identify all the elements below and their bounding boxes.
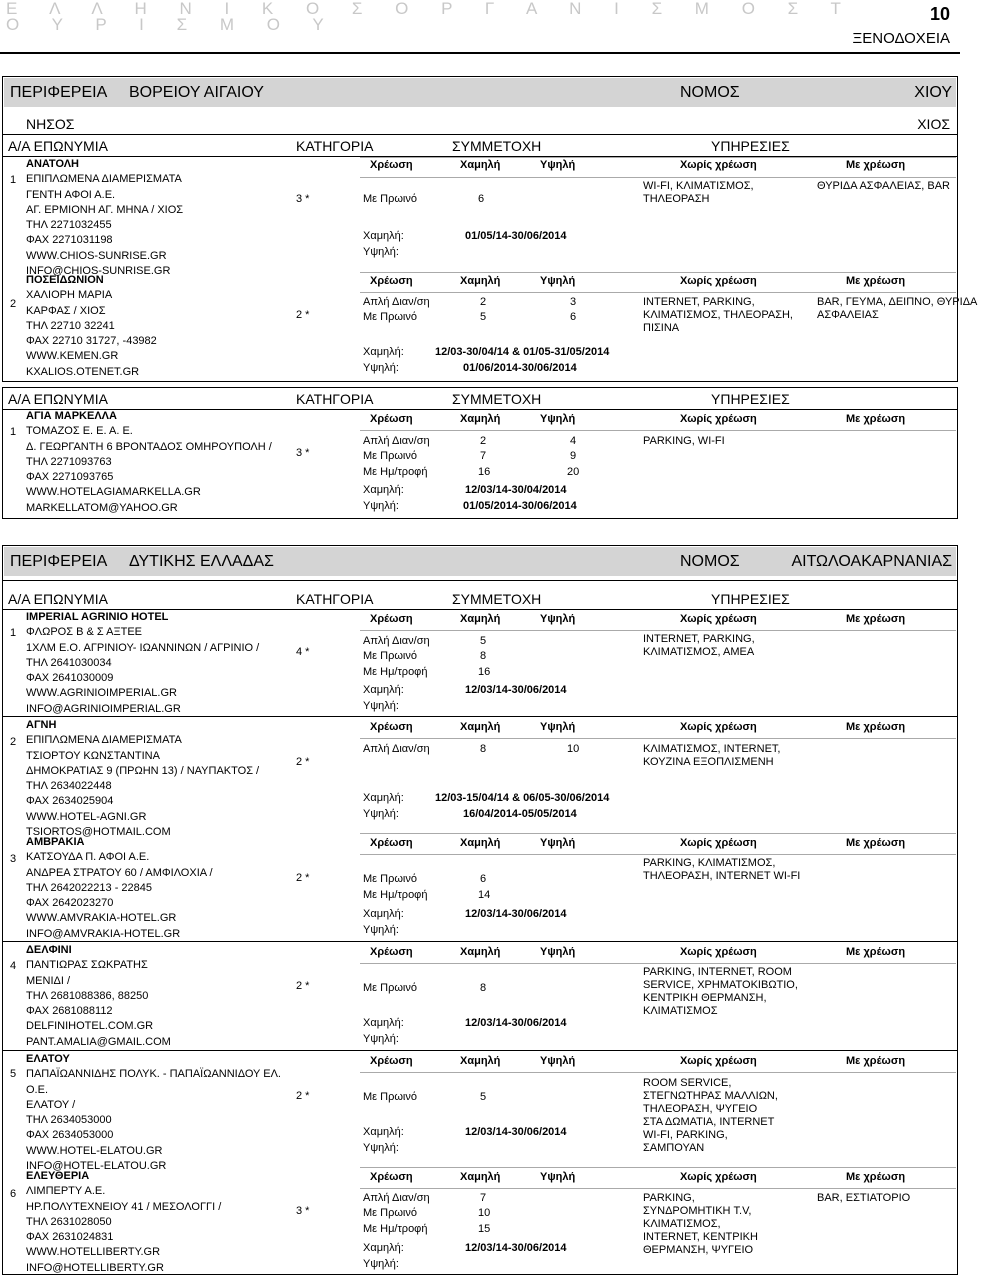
services-paid: BAR, ΓΕΥΜΑ, ΔΕΙΠΝΟ, ΘΥΡΙΔΑ ΑΣΦΑΛΕΙΑΣ (817, 296, 977, 321)
services-free: ΚΛΙΜΑΤΙΣΜΟΣ, INTERNET, ΚΟΥΖΙΝΑ ΕΞΟΠΛΙΣΜΕΝΗ (643, 743, 781, 768)
col-ypiresies: ΥΠΗΡΕΣΙΕΣ (711, 391, 790, 407)
rate-row-label: Με Πρωινό (363, 873, 417, 885)
hotel-owner: ΛΙΜΠΕΡΤΥ Α.Ε. (26, 1185, 106, 1198)
hotel-email[interactable]: INFO@HOTEL-ELATOU.GR (26, 1160, 167, 1173)
rate-row-label: Με Πρωινό (363, 450, 417, 462)
hotel-fax: ΦΑΧ 22710 31727, -43982 (26, 335, 157, 348)
rate-header-charge: Χρέωση (370, 1171, 413, 1183)
rate-low-value: 2 (480, 296, 487, 308)
hotel-owner: ΧΑΛΙΟΡΗ ΜΑΡΙΑ (26, 289, 113, 302)
rate-header-high: Υψηλή (540, 413, 576, 425)
hotel-category: 3 * (296, 193, 310, 205)
hotel-phone: ΤΗΛ 2271093763 (26, 455, 112, 468)
hotel-address: ΑΓ. ΕΡΜΙΟΝΗ ΑΓ. ΜΗΝΑ / ΧΙΟΣ (26, 203, 184, 216)
hotel-email[interactable]: INFO@CHIOS-SUNRISE.GR (26, 265, 171, 278)
period-low-label: Χαμηλή: (363, 1017, 404, 1029)
period-block (363, 344, 609, 376)
rate-header-high: Υψηλή (540, 1171, 576, 1183)
rate-row-label: Με Ημ/τροφή (363, 889, 428, 901)
col-katigoria: ΚΑΤΗΓΟΡΙΑ (296, 391, 374, 407)
services-header-free: Χωρίς χρέωση (680, 275, 757, 287)
period-low-value: 12/03-15/04/14 & 06/05-30/06/2014 (435, 792, 610, 804)
period-low-value: 12/03/14-30/04/2014 (465, 484, 567, 496)
period-high-label: Υψηλή: (363, 1033, 399, 1045)
rate-header-bottom (360, 630, 956, 631)
rate-row-label: Απλή Διαν/ση (363, 435, 430, 447)
rate-header-top (360, 1167, 956, 1168)
hotel-card (26, 835, 213, 942)
period-low-value: 12/03/14-30/06/2014 (465, 1017, 567, 1029)
row-divider (3, 716, 957, 717)
rate-low-value: 16 (478, 466, 491, 478)
rate-high-value: 3 (570, 296, 577, 308)
hotel-number: 5 (10, 1068, 17, 1080)
rate-header-low: Χαμηλή (460, 413, 501, 425)
hotel-fax: ΦΑΧ 2681088112 (26, 1005, 113, 1018)
period-block (363, 482, 577, 514)
rate-low-value: 15 (478, 1223, 491, 1235)
hotel-category: 3 * (296, 1205, 310, 1217)
hotel-website[interactable]: WWW.HOTELLIBERTY.GR (26, 1246, 161, 1259)
hotel-email[interactable]: INFO@AMVRAKIA-HOTEL.GR (26, 927, 181, 940)
hotel-website[interactable]: WWW.AGRINIOIMPERIAL.GR (26, 687, 177, 700)
hotel-owner: ΤΟΜΑΖΟΣ Ε. Ε. Α. Ε. (26, 425, 133, 438)
period-high-label: Υψηλή: (363, 246, 399, 258)
period-high-label: Υψηλή: (363, 1258, 399, 1270)
rate-header-high: Υψηλή (540, 275, 576, 287)
rate-header-charge: Χρέωση (370, 837, 413, 849)
hotel-number: 3 (10, 853, 17, 865)
rate-row-label: Με Πρωινό (363, 1207, 417, 1219)
row-divider (3, 580, 957, 581)
services-free: PARKING, ΚΛΙΜΑΤΙΣΜΟΣ, ΤΗΛΕΟΡΑΣΗ, INTERNET WI-FI (643, 857, 801, 882)
hotel-card (26, 1169, 221, 1276)
rate-row-label: Με Πρωινό (363, 1091, 417, 1103)
period-low-value: 12/03/14-30/06/2014 (465, 684, 567, 696)
hotel-website[interactable]: WWW.KEMEN.GR (26, 350, 119, 363)
services-free: INTERNET, PARKING, ΚΛΙΜΑΤΙΣΜΟΣ, ΑΜΕΑ (643, 633, 755, 658)
region-bar (4, 547, 956, 576)
period-block (363, 1124, 567, 1156)
hotel-address: Δ. ΓΕΩΡΓΑΝΤΗ 6 ΒΡΟΝΤΑΔΟΣ ΟΜΗΡΟΥΠΟΛΗ / (26, 440, 272, 453)
services-free: WI-FI, ΚΛΙΜΑΤΙΣΜΟΣ, ΤΗΛΕΟΡΑΣΗ (643, 180, 754, 205)
hotel-owner: ΦΛΩΡΟΣ Β & Σ ΑΞΤΕΕ (26, 626, 143, 639)
period-high-label: Υψηλή: (363, 808, 399, 820)
period-low-label: Χαμηλή: (363, 908, 404, 920)
hotel-name: ΕΛΕΥΘΕΡΙΑ (26, 1170, 90, 1182)
period-high-value: 16/04/2014-05/05/2014 (463, 808, 577, 820)
hotel-address: ΑΝΔΡΕΑ ΣΤΡΑΤΟΥ 60 / ΑΜΦΙΛΟΧΙΑ / (26, 866, 213, 879)
hotel-fax: ΦΑΧ 2631024831 (26, 1231, 114, 1244)
hotel-phone: ΤΗΛ 22710 32241 (26, 319, 115, 332)
hotel-type: ΕΠΙΠΛΩΜΕΝΑ ΔΙΑΜΕΡΙΣΜΑΤΑ (26, 173, 182, 186)
hotel-address: ΗΡ.ΠΟΛΥΤΕΧΝΕΙΟΥ 41 / ΜΕΣΟΛΟΓΓΙ / (26, 1200, 222, 1213)
rate-header-low: Χαμηλή (460, 1055, 501, 1067)
hotel-owner: ΠΑΝΤΙΩΡΑΣ ΣΩΚΡΑΤΗΣ (26, 959, 148, 972)
hotel-number: 1 (10, 627, 17, 639)
rate-header-bottom (360, 292, 956, 293)
rate-row-label: Απλή Διαν/ση (363, 1192, 430, 1204)
organization-name-line2: Ο Υ Ρ Ι Σ Μ Ο Υ (6, 15, 338, 34)
hotel-name: ΑΜΒΡΑΚΙΑ (26, 836, 85, 848)
rate-header-charge: Χρέωση (370, 946, 413, 958)
hotel-category: 2 * (296, 756, 310, 768)
rate-low-value: 7 (480, 450, 487, 462)
hotel-owner: ΓΕΝΤΗ ΑΦΟΙ Α.Ε. (26, 188, 116, 201)
rate-low-value: 8 (480, 743, 487, 755)
hotel-phone: ΤΗΛ 2631028050 (26, 1215, 112, 1228)
rate-high-value: 20 (567, 466, 580, 478)
hotel-name: ΔΕΛΦΙΝΙ (26, 944, 72, 956)
hotel-category: 2 * (296, 1090, 310, 1102)
rate-header-high: Υψηλή (540, 1055, 576, 1067)
rate-low-value: 6 (478, 193, 485, 205)
nisos-name: ΧΙΟΣ (917, 116, 950, 132)
rate-high-value: 4 (570, 435, 577, 447)
hotel-fax: ΦΑΧ 2641030009 (26, 672, 114, 685)
period-high-value: 01/06/2014-30/06/2014 (463, 362, 577, 374)
rate-header-top (360, 157, 956, 158)
hotel-card (26, 610, 259, 717)
rate-row-label: Απλή Διαν/ση (363, 296, 430, 308)
period-high-label: Υψηλή: (363, 700, 399, 712)
period-block (363, 1240, 567, 1272)
rate-row-label: Με Πρωινό (363, 311, 417, 323)
rate-row-label: Με Πρωινό (363, 193, 417, 205)
period-block (363, 682, 567, 714)
rate-header-charge: Χρέωση (370, 159, 413, 171)
hotel-category: 3 * (296, 447, 310, 459)
col-ypiresies: ΥΠΗΡΕΣΙΕΣ (711, 138, 790, 154)
hotel-category: 2 * (296, 309, 310, 321)
rate-low-value: 5 (480, 1091, 487, 1103)
rate-header-charge: Χρέωση (370, 613, 413, 625)
period-block (363, 906, 567, 938)
hotel-website[interactable]: WWW.AMVRAKIA-HOTEL.GR (26, 912, 177, 925)
rate-row-label: Με Πρωινό (363, 650, 417, 662)
period-low-label: Χαμηλή: (363, 346, 404, 358)
period-block (363, 790, 609, 822)
services-header-paid: Με χρέωση (846, 1171, 906, 1183)
nomos-label: ΝΟΜΟΣ (680, 84, 740, 101)
col-eponymia: Α/Α ΕΠΩΝΥΜΙΑ (8, 391, 108, 407)
hotel-address: 1ΧΛΜ Ε.Ο. ΑΓΡΙΝΙΟΥ- ΙΩΑΝΝΙΝΩΝ / ΑΓΡΙΝΙΟ / (26, 641, 260, 654)
hotel-website[interactable]: WWW.HOTEL-AGNI.GR (26, 810, 147, 823)
hotel-phone: ΤΗΛ 2271032455 (26, 219, 112, 232)
rate-high-value: 9 (570, 450, 577, 462)
hotel-email[interactable]: PANT.AMALIA@GMAIL.COM (26, 1035, 171, 1048)
hotel-name: ΕΛΑΤΟΥ (26, 1053, 70, 1065)
rate-header-low: Χαμηλή (460, 946, 501, 958)
hotel-website[interactable]: WWW.HOTELAGIAMARKELLA.GR (26, 486, 201, 499)
rate-header-high: Υψηλή (540, 721, 576, 733)
period-high-value: 01/05/2014-30/06/2014 (463, 500, 577, 512)
services-header-free: Χωρίς χρέωση (680, 613, 757, 625)
row-divider (3, 941, 957, 942)
col-eponymia: Α/Α ΕΠΩΝΥΜΙΑ (8, 138, 108, 154)
services-header-paid: Με χρέωση (846, 837, 906, 849)
services-header-paid: Με χρέωση (846, 413, 906, 425)
hotel-phone: ΤΗΛ 2642022213 - 22845 (26, 881, 153, 894)
rate-low-value: 7 (480, 1192, 487, 1204)
rate-row-label: Απλή Διαν/ση (363, 743, 430, 755)
hotel-number: 6 (10, 1188, 17, 1200)
rate-row-label: Με Ημ/τροφή (363, 666, 428, 678)
period-low-value: 01/05/14-30/06/2014 (465, 230, 567, 242)
services-header-free: Χωρίς χρέωση (680, 721, 757, 733)
hotel-phone: ΤΗΛ 2641030034 (26, 656, 112, 669)
hotel-number: 2 (10, 298, 17, 310)
hotel-category: 4 * (296, 646, 310, 658)
region-bar (4, 78, 956, 107)
hotel-card (26, 157, 183, 279)
row-divider (3, 1050, 957, 1051)
hotel-card (26, 718, 259, 840)
period-high-label: Υψηλή: (363, 924, 399, 936)
nomos-name: ΧΙΟΥ (914, 84, 952, 101)
hotel-owner-type: Ο.Ε. (26, 1083, 49, 1096)
nomos-name: ΑΙΤΩΛΟΑΚΑΡΝΑΝΙΑΣ (791, 553, 952, 570)
rate-header-low: Χαμηλή (460, 159, 501, 171)
hotel-email[interactable]: INFO@AGRINIOIMPERIAL.GR (26, 702, 181, 715)
rate-row-label: Με Ημ/τροφή (363, 1223, 428, 1235)
rate-header-high: Υψηλή (540, 613, 576, 625)
hotel-name: ΑΓΝΗ (26, 719, 57, 731)
rate-high-value: 6 (570, 311, 577, 323)
hotel-name: ΑΓΙΑ ΜΑΡΚΕΛΛΑ (26, 410, 117, 422)
hotel-email[interactable]: INFO@HOTELLIBERTY.GR (26, 1261, 164, 1274)
period-low-value: 12/03/14-30/06/2014 (465, 1242, 567, 1254)
page-number: 10 (929, 4, 950, 24)
rate-header-charge: Χρέωση (370, 721, 413, 733)
rate-low-value: 5 (480, 311, 487, 323)
rate-header-bottom (360, 738, 956, 739)
hotel-card (26, 1052, 281, 1174)
region-label: ΠΕΡΙΦΕΡΕΙΑ (10, 553, 108, 570)
col-katigoria: ΚΑΤΗΓΟΡΙΑ (296, 138, 374, 154)
services-header-free: Χωρίς χρέωση (680, 413, 757, 425)
services-header-paid: Με χρέωση (846, 721, 906, 733)
col-symmetoxi: ΣΥΜΜΕΤΟΧΗ (452, 391, 542, 407)
col-katigoria: ΚΑΤΗΓΟΡΙΑ (296, 591, 374, 607)
hotel-website[interactable]: WWW.CHIOS-SUNRISE.GR (26, 249, 167, 262)
hotel-owner: ΚΑΤΣΟΥΔΑ Π. ΑΦΟΙ Α.Ε. (26, 851, 150, 864)
services-header-paid: Με χρέωση (846, 275, 906, 287)
rate-row-label: Με Ημ/τροφή (363, 466, 428, 478)
period-low-value: 12/03/14-30/06/2014 (465, 1126, 567, 1138)
rate-header-bottom (360, 1072, 956, 1073)
hotel-fax: ΦΑΧ 2642023270 (26, 897, 114, 910)
services-header-free: Χωρίς χρέωση (680, 1171, 757, 1183)
rate-low-value: 6 (480, 873, 487, 885)
hotel-name: ΠΟΣΕΙΔΩΝΙΟΝ (26, 274, 104, 286)
rate-header-low: Χαμηλή (460, 1171, 501, 1183)
hotel-name: IMPERIAL AGRINIO HOTEL (26, 611, 169, 623)
period-low-label: Χαμηλή: (363, 230, 404, 242)
hotel-category: 2 * (296, 872, 310, 884)
hotel-email[interactable]: MARKELLATOM@YAHOO.GR (26, 501, 178, 514)
rate-header-high: Υψηλή (540, 837, 576, 849)
services-paid: ΘΥΡΙΔΑ ΑΣΦΑΛΕΙΑΣ, BAR (817, 180, 950, 192)
hotel-type: ΕΠΙΠΛΩΜΕΝΑ ΔΙΑΜΕΡΙΣΜΑΤΑ (26, 734, 182, 747)
rate-row-label: Με Πρωινό (363, 982, 417, 994)
services-header-free: Χωρίς χρέωση (680, 946, 757, 958)
rate-low-value: 10 (478, 1207, 491, 1219)
hotel-email[interactable]: KXALIOS.OTENET.GR (26, 365, 140, 378)
services-header-paid: Με χρέωση (846, 1055, 906, 1067)
period-low-value: 12/03-30/04/14 & 01/05-31/05/2014 (435, 346, 610, 358)
hotel-phone: ΤΗΛ 2681088386, 88250 (26, 989, 149, 1002)
rate-header-high: Υψηλή (540, 159, 576, 171)
rate-header-bottom (360, 430, 956, 431)
region-name: ΒΟΡΕΙΟΥ ΑΙΓΑΙΟΥ (129, 84, 264, 101)
rate-low-value: 2 (480, 435, 487, 447)
rate-low-value: 14 (478, 889, 491, 901)
services-free: PARKING, ΣΥΝΔΡΟΜΗΤΙΚΗ T.V, ΚΛΙΜΑΤΙΣΜΟΣ, INTERNET, ΚΕΝΤΡΙΚΗ ΘΕΡΜΑΝΣΗ, ΨΥΓΕΙΟ (643, 1192, 758, 1256)
rate-low-value: 16 (478, 666, 491, 678)
services-header-free: Χωρίς χρέωση (680, 159, 757, 171)
hotel-card (26, 273, 157, 380)
rate-header-high: Υψηλή (540, 946, 576, 958)
services-free: ROOM SERVICE, ΣΤΕΓΝΩΤΗΡΑΣ ΜΑΛΛΙΩΝ, ΤΗΛΕΟΡΑΣΗ, ΨΥΓΕΙΟ ΣΤΑ ΔΩΜΑΤΙΑ, INTERNET WI-FI, PARKING, ΣΑΜΠΟΥΑΝ (643, 1077, 778, 1154)
period-low-label: Χαμηλή: (363, 684, 404, 696)
hotel-address: ΜΕΝΙΔΙ / (26, 974, 71, 987)
rate-header-bottom (360, 177, 956, 178)
col-eponymia: Α/Α ΕΠΩΝΥΜΙΑ (8, 591, 108, 607)
rate-low-value: 8 (480, 982, 487, 994)
hotel-address: ΕΛΑΤΟΥ / (26, 1098, 76, 1111)
hotel-fax: ΦΑΧ 2634053000 (26, 1129, 114, 1142)
period-low-label: Χαμηλή: (363, 484, 404, 496)
hotel-number: 2 (10, 736, 17, 748)
hotel-name: ΑΝΑΤΟΛΗ (26, 158, 79, 170)
hotel-phone: ΤΗΛ 2634053000 (26, 1114, 112, 1127)
rate-header-top (360, 272, 956, 273)
rate-high-value: 10 (567, 743, 580, 755)
rate-header-low: Χαμηλή (460, 721, 501, 733)
period-low-label: Χαμηλή: (363, 1126, 404, 1138)
rate-header-charge: Χρέωση (370, 413, 413, 425)
rate-header-top (360, 833, 956, 834)
hotel-address: ΔΗΜΟΚΡΑΤΙΑΣ 9 (ΠΡΩΗΝ 13) / ΝΑΥΠΑΚΤΟΣ / (26, 764, 260, 777)
services-free: PARKING, WI-FI (643, 435, 725, 447)
period-high-label: Υψηλή: (363, 1142, 399, 1154)
hotel-number: 1 (10, 174, 17, 186)
col-ypiresies: ΥΠΗΡΕΣΙΕΣ (711, 591, 790, 607)
header-divider (0, 52, 960, 54)
rate-header-bottom (360, 963, 956, 964)
rate-header-charge: Χρέωση (370, 275, 413, 287)
rate-header-low: Χαμηλή (460, 275, 501, 287)
hotel-fax: ΦΑΧ 2271031198 (26, 234, 113, 247)
region-name: ΔΥΤΙΚΗΣ ΕΛΛΑΔΑΣ (129, 553, 274, 570)
hotel-number: 1 (10, 426, 17, 438)
rate-header-bottom (360, 854, 956, 855)
services-header-paid: Με χρέωση (846, 159, 906, 171)
period-block (363, 1015, 567, 1047)
services-header-free: Χωρίς χρέωση (680, 837, 757, 849)
period-low-value: 12/03/14-30/06/2014 (465, 908, 567, 920)
hotel-website[interactable]: DELFINIHOTEL.COM.GR (26, 1020, 154, 1033)
rate-header-charge: Χρέωση (370, 1055, 413, 1067)
nomos-label: ΝΟΜΟΣ (680, 553, 740, 570)
row-divider (3, 134, 957, 135)
hotel-category: 2 * (296, 980, 310, 992)
services-header-paid: Με χρέωση (846, 946, 906, 958)
section-title: ΞΕΝΟΔΟΧΕΙΑ (852, 30, 950, 47)
period-block (363, 228, 567, 260)
services-paid: BAR, ΕΣΤΙΑΤΟΡΙΟ (817, 1192, 911, 1204)
rate-header-low: Χαμηλή (460, 837, 501, 849)
rate-header-low: Χαμηλή (460, 613, 501, 625)
hotel-fax: ΦΑΧ 2271093765 (26, 471, 114, 484)
rate-low-value: 5 (480, 635, 487, 647)
services-header-free: Χωρίς χρέωση (680, 1055, 757, 1067)
hotel-owner: ΠΑΠΑΪΩΑΝΝΙΔΗΣ ΠΟΛΥΚ. - ΠΑΠΑΪΩΑΝΝΙΔΟΥ ΕΛ. (26, 1068, 281, 1081)
hotel-email[interactable]: TSIORTOS@HOTMAIL.COM (26, 826, 171, 839)
period-high-label: Υψηλή: (363, 362, 399, 374)
rate-row-label: Απλή Διαν/ση (363, 635, 430, 647)
col-symmetoxi: ΣΥΜΜΕΤΟΧΗ (452, 591, 542, 607)
hotel-number: 4 (10, 960, 17, 972)
col-symmetoxi: ΣΥΜΜΕΤΟΧΗ (452, 138, 542, 154)
region-label: ΠΕΡΙΦΕΡΕΙΑ (10, 84, 108, 101)
services-header-paid: Με χρέωση (846, 613, 906, 625)
hotel-card (26, 943, 171, 1050)
services-free: INTERNET, PARKING, ΚΛΙΜΑΤΙΣΜΟΣ, ΤΗΛΕΟΡΑΣΗ, ΠΙΣΙΝΑ (643, 296, 793, 334)
hotel-phone: ΤΗΛ 2634022448 (26, 780, 112, 793)
hotel-website[interactable]: WWW.HOTEL-ELATOU.GR (26, 1144, 163, 1157)
period-low-label: Χαμηλή: (363, 792, 404, 804)
nisos-label: ΝΗΣΟΣ (26, 116, 75, 132)
hotel-owner: ΤΣΙΟΡΤΟΥ ΚΩΝΣΤΑΝΤΙΝΑ (26, 749, 160, 762)
hotel-fax: ΦΑΧ 2634025904 (26, 795, 114, 808)
organization-name: Ε Λ Λ Η Ν Ι Κ Ο Σ Ο Ρ Γ Α Ν Ι Σ Μ Ο Σ Τ (6, 0, 855, 18)
rate-header-bottom (360, 1188, 956, 1189)
hotel-address: ΚΑΡΦΑΣ / ΧΙΟΣ (26, 304, 106, 317)
rate-low-value: 8 (480, 650, 487, 662)
services-free: PARKING, INTERNET, ROOM SERVICE, ΧΡΗΜΑΤΟΚΙΒΩΤΙΟ, ΚΕΝΤΡΙΚΗ ΘΕΡΜΑΝΣΗ, ΚΛΙΜΑΤΙΣΜΟΣ (643, 966, 798, 1017)
period-low-label: Χαμηλή: (363, 1242, 404, 1254)
period-high-label: Υψηλή: (363, 500, 399, 512)
hotel-card (26, 409, 272, 516)
